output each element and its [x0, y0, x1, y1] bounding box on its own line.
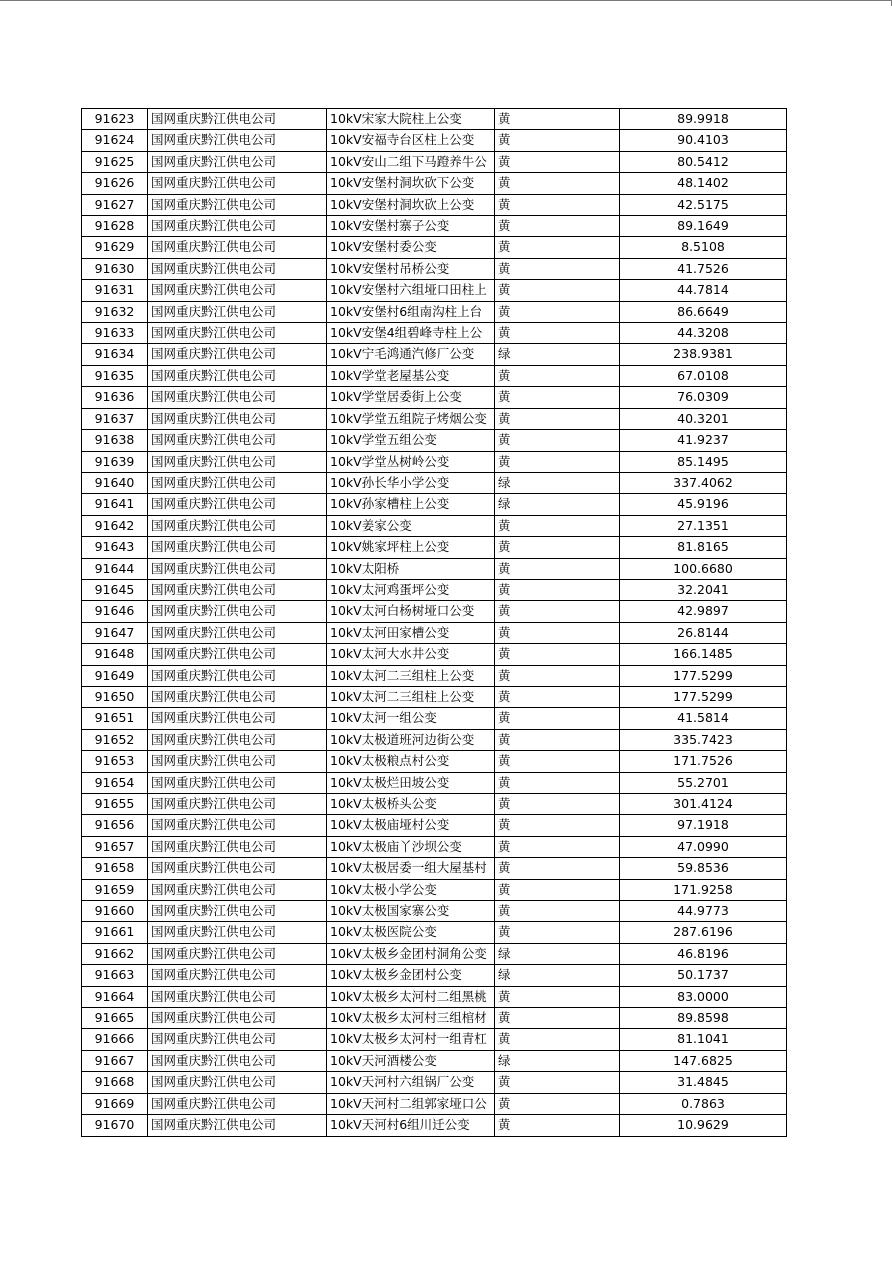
- transformer-name-cell: 10kV学堂五组公变: [327, 430, 495, 451]
- row-id-cell: 91664: [82, 986, 148, 1007]
- company-cell: 国网重庆黔江供电公司: [148, 216, 327, 237]
- status-cell: 黄: [495, 323, 620, 344]
- status-cell: 黄: [495, 537, 620, 558]
- value-cell: 89.1649: [620, 216, 787, 237]
- value-cell: 50.1737: [620, 965, 787, 986]
- row-id-cell: 91648: [82, 644, 148, 665]
- table-row: [82, 836, 787, 857]
- company-cell: 国网重庆黔江供电公司: [148, 365, 327, 386]
- transformer-name-cell: 10kV安堡村洞坎砍上公变: [327, 194, 495, 215]
- table-row: [82, 686, 787, 707]
- row-id-cell: 91643: [82, 537, 148, 558]
- transformer-name-cell: 10kV太极医院公变: [327, 922, 495, 943]
- row-id-cell: 91625: [82, 151, 148, 172]
- row-id-cell: 91669: [82, 1093, 148, 1114]
- value-cell: 0.7863: [620, 1093, 787, 1114]
- row-id-cell: 91667: [82, 1050, 148, 1071]
- value-cell: 287.6196: [620, 922, 787, 943]
- status-cell: 黄: [495, 986, 620, 1007]
- value-cell: 337.4062: [620, 472, 787, 493]
- row-id-cell: 91636: [82, 387, 148, 408]
- row-id-cell: 91638: [82, 430, 148, 451]
- row-id-cell: 91655: [82, 794, 148, 815]
- table-row: [82, 1008, 787, 1029]
- row-id-cell: 91647: [82, 622, 148, 643]
- table-row: [82, 515, 787, 536]
- status-cell: 绿: [495, 472, 620, 493]
- table-row: [82, 109, 787, 130]
- status-cell: 黄: [495, 686, 620, 707]
- company-cell: 国网重庆黔江供电公司: [148, 1115, 327, 1136]
- transformer-name-cell: 10kV太河一组公变: [327, 708, 495, 729]
- row-id-cell: 91642: [82, 515, 148, 536]
- company-cell: 国网重庆黔江供电公司: [148, 644, 327, 665]
- status-cell: 黄: [495, 1115, 620, 1136]
- value-cell: 40.3201: [620, 408, 787, 429]
- transformer-name-cell: 10kV学堂居委街上公变: [327, 387, 495, 408]
- table-row: [82, 1093, 787, 1114]
- table-row: [82, 1115, 787, 1136]
- status-cell: 黄: [495, 515, 620, 536]
- status-cell: 绿: [495, 344, 620, 365]
- transformer-name-cell: 10kV太极道班河边街公变: [327, 729, 495, 750]
- row-id-cell: 91641: [82, 494, 148, 515]
- status-cell: 黄: [495, 858, 620, 879]
- table-row: [82, 579, 787, 600]
- row-id-cell: 91624: [82, 130, 148, 151]
- status-cell: 黄: [495, 1093, 620, 1114]
- table-row: [82, 751, 787, 772]
- table-row: [82, 901, 787, 922]
- table-row: [82, 408, 787, 429]
- company-cell: 国网重庆黔江供电公司: [148, 1029, 327, 1050]
- row-id-cell: 91666: [82, 1029, 148, 1050]
- status-cell: 绿: [495, 943, 620, 964]
- company-cell: 国网重庆黔江供电公司: [148, 344, 327, 365]
- row-id-cell: 91659: [82, 879, 148, 900]
- value-cell: 42.9897: [620, 601, 787, 622]
- value-cell: 41.7526: [620, 258, 787, 279]
- value-cell: 147.6825: [620, 1050, 787, 1071]
- table-row: [82, 472, 787, 493]
- value-cell: 335.7423: [620, 729, 787, 750]
- status-cell: 黄: [495, 644, 620, 665]
- row-id-cell: 91639: [82, 451, 148, 472]
- value-cell: 59.8536: [620, 858, 787, 879]
- company-cell: 国网重庆黔江供电公司: [148, 1072, 327, 1093]
- table-row: [82, 879, 787, 900]
- value-cell: 48.1402: [620, 173, 787, 194]
- company-cell: 国网重庆黔江供电公司: [148, 558, 327, 579]
- row-id-cell: 91660: [82, 901, 148, 922]
- value-cell: 44.9773: [620, 901, 787, 922]
- status-cell: 黄: [495, 280, 620, 301]
- status-cell: 黄: [495, 772, 620, 793]
- company-cell: 国网重庆黔江供电公司: [148, 836, 327, 857]
- row-id-cell: 91630: [82, 258, 148, 279]
- table-row: [82, 772, 787, 793]
- table-row: [82, 365, 787, 386]
- status-cell: 黄: [495, 665, 620, 686]
- table-row: [82, 537, 787, 558]
- transformer-name-cell: 10kV姜家公变: [327, 515, 495, 536]
- table-row: [82, 130, 787, 151]
- status-cell: 绿: [495, 965, 620, 986]
- table-row: [82, 794, 787, 815]
- value-cell: 45.9196: [620, 494, 787, 515]
- table-row: [82, 344, 787, 365]
- company-cell: 国网重庆黔江供电公司: [148, 109, 327, 130]
- value-cell: 238.9381: [620, 344, 787, 365]
- status-cell: 黄: [495, 708, 620, 729]
- transformer-name-cell: 10kV太河鸡蛋坪公变: [327, 579, 495, 600]
- value-cell: 171.9258: [620, 879, 787, 900]
- value-cell: 171.7526: [620, 751, 787, 772]
- company-cell: 国网重庆黔江供电公司: [148, 622, 327, 643]
- transformer-name-cell: 10kV天河酒楼公变: [327, 1050, 495, 1071]
- company-cell: 国网重庆黔江供电公司: [148, 751, 327, 772]
- company-cell: 国网重庆黔江供电公司: [148, 901, 327, 922]
- row-id-cell: 91632: [82, 301, 148, 322]
- company-cell: 国网重庆黔江供电公司: [148, 280, 327, 301]
- transformer-name-cell: 10kV安堡村洞坎砍下公变: [327, 173, 495, 194]
- company-cell: 国网重庆黔江供电公司: [148, 922, 327, 943]
- table-row: [82, 280, 787, 301]
- table-body: [82, 109, 787, 1137]
- value-cell: 32.2041: [620, 579, 787, 600]
- row-id-cell: 91654: [82, 772, 148, 793]
- status-cell: 黄: [495, 173, 620, 194]
- row-id-cell: 91644: [82, 558, 148, 579]
- table-row: [82, 1072, 787, 1093]
- company-cell: 国网重庆黔江供电公司: [148, 858, 327, 879]
- status-cell: 黄: [495, 130, 620, 151]
- value-cell: 177.5299: [620, 686, 787, 707]
- company-cell: 国网重庆黔江供电公司: [148, 794, 327, 815]
- status-cell: 黄: [495, 451, 620, 472]
- row-id-cell: 91661: [82, 922, 148, 943]
- table-row: [82, 943, 787, 964]
- company-cell: 国网重庆黔江供电公司: [148, 1093, 327, 1114]
- row-id-cell: 91662: [82, 943, 148, 964]
- transformer-name-cell: 10kV安堡村寨子公变: [327, 216, 495, 237]
- value-cell: 301.4124: [620, 794, 787, 815]
- company-cell: 国网重庆黔江供电公司: [148, 387, 327, 408]
- company-cell: 国网重庆黔江供电公司: [148, 408, 327, 429]
- table-row: [82, 1029, 787, 1050]
- table-row: [82, 194, 787, 215]
- value-cell: 90.4103: [620, 130, 787, 151]
- table-row: [82, 729, 787, 750]
- table-row: [82, 1050, 787, 1071]
- value-cell: 42.5175: [620, 194, 787, 215]
- company-cell: 国网重庆黔江供电公司: [148, 258, 327, 279]
- table-row: [82, 858, 787, 879]
- value-cell: 44.3208: [620, 323, 787, 344]
- status-cell: 绿: [495, 494, 620, 515]
- status-cell: 黄: [495, 1029, 620, 1050]
- table-row: [82, 301, 787, 322]
- transformer-name-cell: 10kV太极烂田坡公变: [327, 772, 495, 793]
- table-row: [82, 151, 787, 172]
- row-id-cell: 91623: [82, 109, 148, 130]
- row-id-cell: 91646: [82, 601, 148, 622]
- transformer-name-cell: 10kV安堡4组碧峰寺柱上公: [327, 323, 495, 344]
- table-row: [82, 965, 787, 986]
- transformer-name-cell: 10kV学堂老屋基公变: [327, 365, 495, 386]
- status-cell: 黄: [495, 387, 620, 408]
- table-row: [82, 644, 787, 665]
- transformer-name-cell: 10kV天河村六组锅厂公变: [327, 1072, 495, 1093]
- company-cell: 国网重庆黔江供电公司: [148, 943, 327, 964]
- row-id-cell: 91653: [82, 751, 148, 772]
- transformer-name-cell: 10kV太河二三组柱上公变: [327, 665, 495, 686]
- company-cell: 国网重庆黔江供电公司: [148, 494, 327, 515]
- row-id-cell: 91670: [82, 1115, 148, 1136]
- company-cell: 国网重庆黔江供电公司: [148, 879, 327, 900]
- row-id-cell: 91628: [82, 216, 148, 237]
- transformer-name-cell: 10kV太河白杨树垭口公变: [327, 601, 495, 622]
- row-id-cell: 91627: [82, 194, 148, 215]
- company-cell: 国网重庆黔江供电公司: [148, 515, 327, 536]
- transformer-name-cell: 10kV安福寺台区柱上公变: [327, 130, 495, 151]
- status-cell: 黄: [495, 879, 620, 900]
- status-cell: 黄: [495, 258, 620, 279]
- transformer-name-cell: 10kV学堂丛树岭公变: [327, 451, 495, 472]
- status-cell: 黄: [495, 408, 620, 429]
- company-cell: 国网重庆黔江供电公司: [148, 430, 327, 451]
- value-cell: 81.1041: [620, 1029, 787, 1050]
- row-id-cell: 91652: [82, 729, 148, 750]
- value-cell: 177.5299: [620, 665, 787, 686]
- table-row: [82, 173, 787, 194]
- table-row: [82, 387, 787, 408]
- value-cell: 166.1485: [620, 644, 787, 665]
- value-cell: 89.8598: [620, 1008, 787, 1029]
- value-cell: 55.2701: [620, 772, 787, 793]
- transformer-name-cell: 10kV太极桥头公变: [327, 794, 495, 815]
- transformer-name-cell: 10kV孙家槽柱上公变: [327, 494, 495, 515]
- row-id-cell: 91645: [82, 579, 148, 600]
- value-cell: 97.1918: [620, 815, 787, 836]
- row-id-cell: 91637: [82, 408, 148, 429]
- transformer-name-cell: 10kV太极粮点村公变: [327, 751, 495, 772]
- status-cell: 黄: [495, 301, 620, 322]
- status-cell: 黄: [495, 365, 620, 386]
- status-cell: 黄: [495, 430, 620, 451]
- transformer-name-cell: 10kV安堡村六组垭口田柱上: [327, 280, 495, 301]
- status-cell: 黄: [495, 922, 620, 943]
- transformer-name-cell: 10kV孙长华小学公变: [327, 472, 495, 493]
- transformer-name-cell: 10kV太极乡太河村一组青杠: [327, 1029, 495, 1050]
- transformer-name-cell: 10kV太极国家寨公变: [327, 901, 495, 922]
- row-id-cell: 91634: [82, 344, 148, 365]
- table-row: [82, 622, 787, 643]
- table-row: [82, 708, 787, 729]
- table-row: [82, 665, 787, 686]
- transformer-name-cell: 10kV太极居委一组大屋基村: [327, 858, 495, 879]
- transformer-name-cell: 10kV宁毛鸿通汽修厂公变: [327, 344, 495, 365]
- transformer-name-cell: 10kV天河村二组郭家垭口公: [327, 1093, 495, 1114]
- transformer-name-cell: 10kV安堡村吊桥公变: [327, 258, 495, 279]
- company-cell: 国网重庆黔江供电公司: [148, 772, 327, 793]
- status-cell: 黄: [495, 836, 620, 857]
- status-cell: 黄: [495, 237, 620, 258]
- value-cell: 89.9918: [620, 109, 787, 130]
- value-cell: 8.5108: [620, 237, 787, 258]
- row-id-cell: 91651: [82, 708, 148, 729]
- value-cell: 86.6649: [620, 301, 787, 322]
- company-cell: 国网重庆黔江供电公司: [148, 151, 327, 172]
- value-cell: 10.9629: [620, 1115, 787, 1136]
- table-row: [82, 216, 787, 237]
- company-cell: 国网重庆黔江供电公司: [148, 194, 327, 215]
- status-cell: 黄: [495, 729, 620, 750]
- company-cell: 国网重庆黔江供电公司: [148, 173, 327, 194]
- value-cell: 67.0108: [620, 365, 787, 386]
- transformer-name-cell: 10kV宋家大院柱上公变: [327, 109, 495, 130]
- row-id-cell: 91658: [82, 858, 148, 879]
- row-id-cell: 91657: [82, 836, 148, 857]
- transformer-name-cell: 10kV太极小学公变: [327, 879, 495, 900]
- transformer-name-cell: 10kV太极乡金团村公变: [327, 965, 495, 986]
- table-row: [82, 986, 787, 1007]
- table-row: [82, 237, 787, 258]
- status-cell: 黄: [495, 794, 620, 815]
- status-cell: 黄: [495, 622, 620, 643]
- status-cell: 黄: [495, 901, 620, 922]
- company-cell: 国网重庆黔江供电公司: [148, 472, 327, 493]
- row-id-cell: 91668: [82, 1072, 148, 1093]
- value-cell: 47.0990: [620, 836, 787, 857]
- company-cell: 国网重庆黔江供电公司: [148, 815, 327, 836]
- row-id-cell: 91633: [82, 323, 148, 344]
- transformer-name-cell: 10kV安山二组下马蹬养牛公: [327, 151, 495, 172]
- status-cell: 黄: [495, 601, 620, 622]
- company-cell: 国网重庆黔江供电公司: [148, 965, 327, 986]
- row-id-cell: 91650: [82, 686, 148, 707]
- value-cell: 31.4845: [620, 1072, 787, 1093]
- transformer-name-cell: 10kV太河田家槽公变: [327, 622, 495, 643]
- value-cell: 80.5412: [620, 151, 787, 172]
- transformer-name-cell: 10kV太极庙垭村公变: [327, 815, 495, 836]
- value-cell: 41.5814: [620, 708, 787, 729]
- transformer-name-cell: 10kV太极乡太河村二组黑桃: [327, 986, 495, 1007]
- table-row: [82, 258, 787, 279]
- table-row: [82, 451, 787, 472]
- status-cell: 黄: [495, 815, 620, 836]
- status-cell: 黄: [495, 751, 620, 772]
- company-cell: 国网重庆黔江供电公司: [148, 1050, 327, 1071]
- company-cell: 国网重庆黔江供电公司: [148, 729, 327, 750]
- transformer-name-cell: 10kV太极庙丫沙坝公变: [327, 836, 495, 857]
- company-cell: 国网重庆黔江供电公司: [148, 579, 327, 600]
- transformer-name-cell: 10kV太河大水井公变: [327, 644, 495, 665]
- row-id-cell: 91626: [82, 173, 148, 194]
- transformer-name-cell: 10kV安堡村委公变: [327, 237, 495, 258]
- row-id-cell: 91663: [82, 965, 148, 986]
- table-row: [82, 601, 787, 622]
- status-cell: 黄: [495, 216, 620, 237]
- company-cell: 国网重庆黔江供电公司: [148, 451, 327, 472]
- table-row: [82, 922, 787, 943]
- value-cell: 76.0309: [620, 387, 787, 408]
- transformer-name-cell: 10kV太极乡太河村三组棺材: [327, 1008, 495, 1029]
- value-cell: 44.7814: [620, 280, 787, 301]
- company-cell: 国网重庆黔江供电公司: [148, 130, 327, 151]
- status-cell: 黄: [495, 151, 620, 172]
- table-row: [82, 430, 787, 451]
- company-cell: 国网重庆黔江供电公司: [148, 323, 327, 344]
- row-id-cell: 91635: [82, 365, 148, 386]
- company-cell: 国网重庆黔江供电公司: [148, 237, 327, 258]
- status-cell: 黄: [495, 109, 620, 130]
- row-id-cell: 91629: [82, 237, 148, 258]
- table-row: [82, 323, 787, 344]
- page-top-border: [0, 0, 892, 1]
- company-cell: 国网重庆黔江供电公司: [148, 301, 327, 322]
- status-cell: 黄: [495, 1072, 620, 1093]
- value-cell: 81.8165: [620, 537, 787, 558]
- transformer-name-cell: 10kV天河村6组川迁公变: [327, 1115, 495, 1136]
- row-id-cell: 91649: [82, 665, 148, 686]
- value-cell: 46.8196: [620, 943, 787, 964]
- transformer-name-cell: 10kV安堡村6组南沟柱上台: [327, 301, 495, 322]
- value-cell: 83.0000: [620, 986, 787, 1007]
- transformer-name-cell: 10kV太阳桥: [327, 558, 495, 579]
- value-cell: 85.1495: [620, 451, 787, 472]
- row-id-cell: 91631: [82, 280, 148, 301]
- transformer-name-cell: 10kV姚家坪柱上公变: [327, 537, 495, 558]
- company-cell: 国网重庆黔江供电公司: [148, 665, 327, 686]
- company-cell: 国网重庆黔江供电公司: [148, 601, 327, 622]
- table-row: [82, 815, 787, 836]
- company-cell: 国网重庆黔江供电公司: [148, 1008, 327, 1029]
- status-cell: 黄: [495, 558, 620, 579]
- company-cell: 国网重庆黔江供电公司: [148, 708, 327, 729]
- table-row: [82, 494, 787, 515]
- company-cell: 国网重庆黔江供电公司: [148, 686, 327, 707]
- status-cell: 绿: [495, 1050, 620, 1071]
- transformer-name-cell: 10kV太河二三组柱上公变: [327, 686, 495, 707]
- value-cell: 27.1351: [620, 515, 787, 536]
- status-cell: 黄: [495, 579, 620, 600]
- row-id-cell: 91665: [82, 1008, 148, 1029]
- status-cell: 黄: [495, 1008, 620, 1029]
- transformer-name-cell: 10kV学堂五组院子烤烟公变: [327, 408, 495, 429]
- value-cell: 41.9237: [620, 430, 787, 451]
- value-cell: 100.6680: [620, 558, 787, 579]
- row-id-cell: 91656: [82, 815, 148, 836]
- company-cell: 国网重庆黔江供电公司: [148, 537, 327, 558]
- transformer-data-table: [81, 108, 787, 1137]
- status-cell: 黄: [495, 194, 620, 215]
- transformer-name-cell: 10kV太极乡金团村洞角公变: [327, 943, 495, 964]
- table-row: [82, 558, 787, 579]
- value-cell: 26.8144: [620, 622, 787, 643]
- row-id-cell: 91640: [82, 472, 148, 493]
- company-cell: 国网重庆黔江供电公司: [148, 986, 327, 1007]
